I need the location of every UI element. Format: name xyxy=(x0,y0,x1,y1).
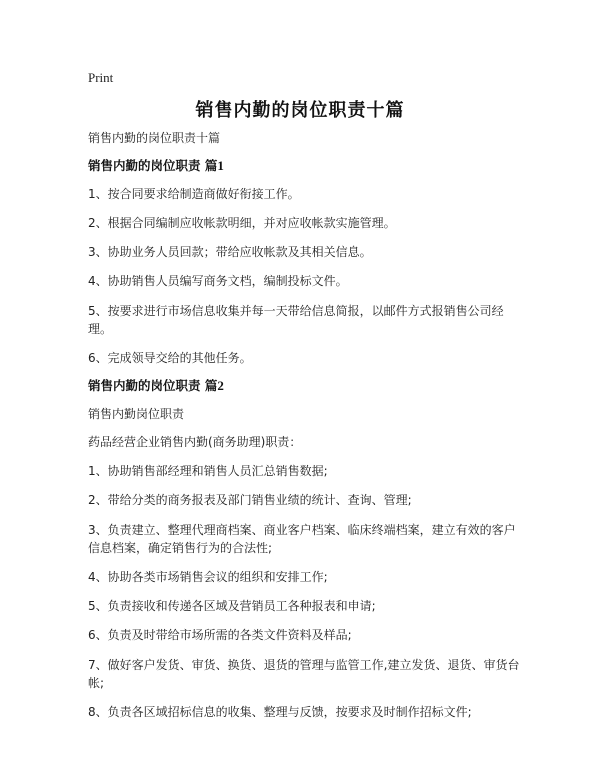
section-2-intro: 销售内勤岗位职责 xyxy=(88,407,185,421)
section-2-item: 4、协助各类市场销售会议的组织和安排工作; xyxy=(88,570,328,584)
section-2-heading xyxy=(88,378,524,394)
section-2-item: 3、负责建立、整理代理商档案、商业客户档案、临床终端档案，建立有效的客户信息档案，确定销售行为的合法性; xyxy=(88,523,516,555)
print-label: Print xyxy=(88,70,114,85)
section-2-item: 5、负责接收和传递各区域及营销员工各种报表和申请; xyxy=(88,599,376,613)
document-subtitle: 销售内勤的岗位职责十篇 xyxy=(88,131,221,145)
section-2-intro: 药品经营企业销售内勤(商务助理)职责： xyxy=(88,435,302,449)
section-2-item: 2、带给分类的商务报表及部门销售业绩的统计、查询、管理; xyxy=(88,493,412,507)
section-2-item: 6、负责及时带给市场所需的各类文件资料及样品; xyxy=(88,628,352,642)
section-1-item: 3、协助业务人员回款；带给应收帐款及其相关信息。 xyxy=(88,245,372,259)
section-1-item: 6、完成领导交给的其他任务。 xyxy=(88,351,252,365)
document-body xyxy=(88,128,524,720)
section-2-item: 7、做好客户发货、审货、换货、退货的管理与监管工作,建立发货、退货、审货台帐; xyxy=(88,658,520,690)
section-1-heading xyxy=(88,158,524,174)
section-2-heading-text: 销售内勤的岗位职责 篇 xyxy=(88,378,218,393)
section-2-item: 1、协助销售部经理和销售人员汇总销售数据; xyxy=(88,464,328,478)
section-1-item: 4、协助销售人员编写商务文档，编制投标文件。 xyxy=(88,274,348,288)
section-1-heading-number: 1 xyxy=(217,158,224,173)
page-title: 销售内勤的岗位职责十篇 xyxy=(195,100,405,121)
section-2-heading-number: 2 xyxy=(217,378,224,393)
section-1-item: 5、按要求进行市场信息收集并每一天带给信息简报，以邮件方式报销售公司经理。 xyxy=(88,304,504,336)
section-1-heading-text: 销售内勤的岗位职责 篇 xyxy=(88,158,218,173)
section-2-item: 8、负责各区域招标信息的收集、整理与反馈，按要求及时制作招标文件; xyxy=(88,705,472,719)
section-1-item: 2、根据合同编制应收帐款明细，并对应收帐款实施管理。 xyxy=(88,216,396,230)
section-1-item: 1、按合同要求给制造商做好衔接工作。 xyxy=(88,187,300,201)
